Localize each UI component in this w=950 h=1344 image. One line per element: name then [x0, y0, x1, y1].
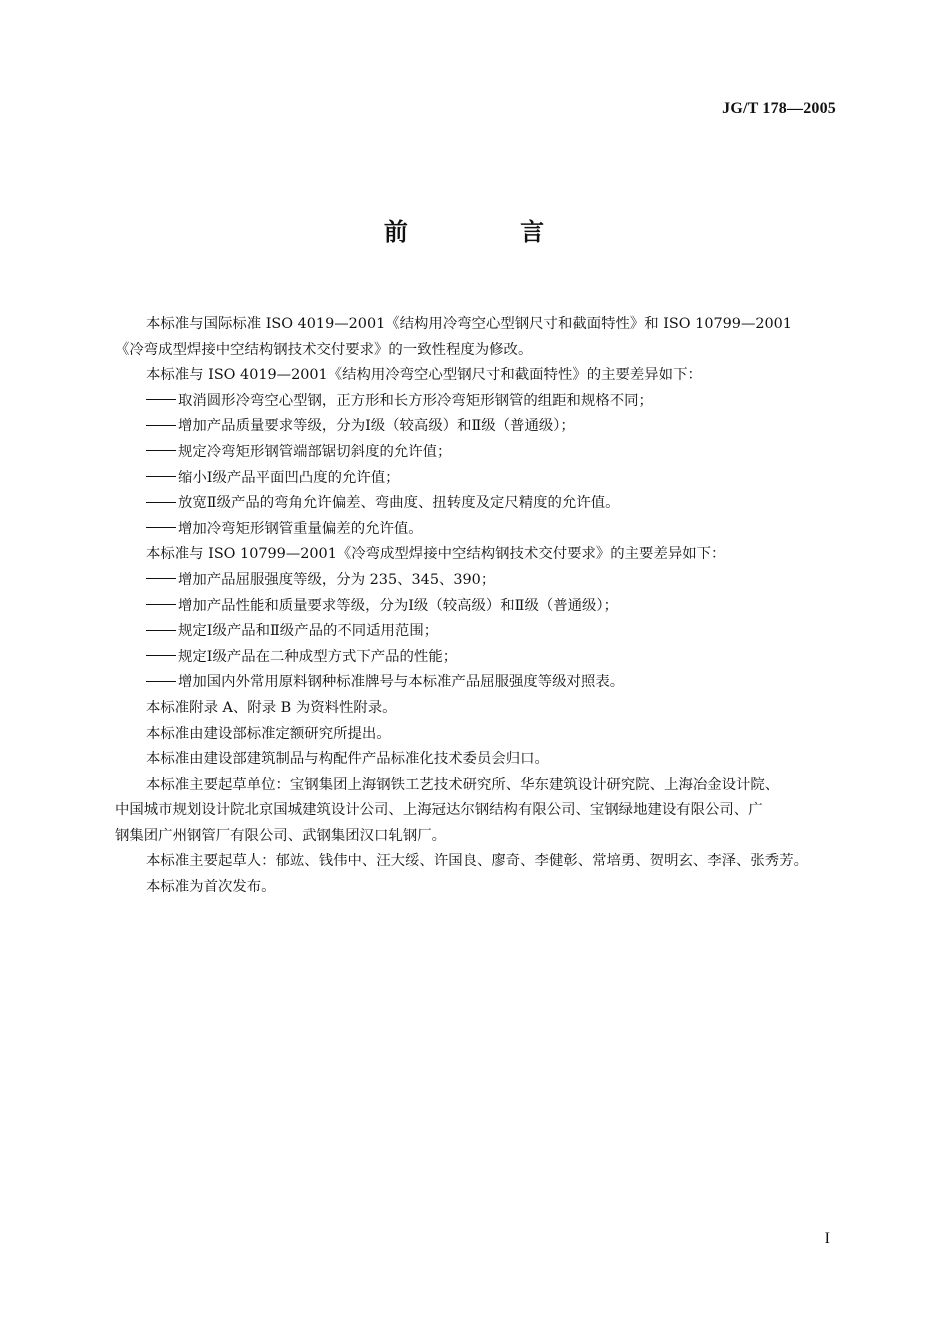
- list-item: 缩小Ⅰ级产品平面凹凸度的允许值；: [115, 466, 855, 492]
- dash-mark: [146, 578, 176, 579]
- list-item: 取消圆形冷弯空心型钢，正方形和长方形冷弯矩形钢管的组距和规格不同；: [115, 389, 855, 415]
- list-item: 增加冷弯矩形钢管重量偏差的允许值。: [115, 517, 855, 543]
- list-item: 规定Ⅰ级产品和Ⅱ级产品的不同适用范围；: [115, 619, 855, 645]
- list-item: 增加产品质量要求等级，分为Ⅰ级（较高级）和Ⅱ级（普通级）；: [115, 414, 855, 440]
- drafting-units-line3: 钢集团广州钢管厂有限公司、武钢集团汉口轧钢厂。: [115, 827, 446, 844]
- standard-number: JG/T 178—2005: [722, 100, 836, 117]
- managed-by-paragraph: 本标准由建设部建筑制品与构配件产品标准化技术委员会归口。: [146, 751, 549, 768]
- dash-mark: [146, 604, 176, 605]
- dash-mark: [146, 399, 176, 400]
- appendix-paragraph: 本标准附录 A、附录 B 为资料性附录。: [146, 699, 397, 716]
- dash-mark: [146, 630, 176, 631]
- dash-mark: [146, 655, 176, 656]
- list-item: 放宽Ⅱ级产品的弯角允许偏差、弯曲度、扭转度及定尺精度的允许值。: [115, 491, 855, 517]
- drafters-paragraph: 本标准主要起草人：郁竑、钱伟中、汪大绥、许国良、廖奇、李健彰、常培勇、贺明玄、李泽、张秀芳。: [146, 853, 808, 870]
- list-item: 规定Ⅰ级产品在二种成型方式下产品的性能；: [115, 645, 855, 671]
- dash-mark: [146, 527, 176, 528]
- list-item: 增加产品性能和质量要求等级，分为Ⅰ级（较高级）和Ⅱ级（普通级）；: [115, 594, 855, 620]
- diff2-heading: 本标准与 ISO 10799—2001《冷弯成型焊接中空结构钢技术交付要求》的主要差异如下：: [146, 546, 726, 563]
- first-release-paragraph: 本标准为首次发布。: [146, 879, 276, 896]
- dash-mark: [146, 450, 176, 451]
- dash-mark: [146, 502, 176, 503]
- diff1-heading: 本标准与 ISO 4019—2001《结构用冷弯空心型钢尺寸和截面特性》的主要差异如下：: [146, 367, 702, 384]
- foreword-body: [115, 312, 855, 901]
- page-title: 前 言: [383, 218, 597, 246]
- list-item: 规定冷弯矩形钢管端部锯切斜度的允许值；: [115, 440, 855, 466]
- drafting-units-line2: 中国城市规划设计院北京国城建筑设计公司、上海冠达尔钢结构有限公司、宝钢绿地建设有限公司、广: [115, 802, 763, 819]
- dash-mark: [146, 476, 176, 477]
- drafting-units-line1: 本标准主要起草单位：宝钢集团上海钢铁工艺技术研究所、华东建筑设计研究院、上海冶金设计院、: [146, 776, 780, 793]
- dash-mark: [146, 681, 176, 682]
- dash-mark: [146, 425, 176, 426]
- list-item: 增加国内外常用原料钢种标准牌号与本标准产品屈服强度等级对照表。: [115, 670, 855, 696]
- intro-paragraph-line2: 《冷弯成型焊接中空结构钢技术交付要求》的一致性程度为修改。: [115, 341, 533, 358]
- page-number: I: [824, 1230, 830, 1247]
- intro-paragraph-line1: 本标准与国际标准 ISO 4019—2001《结构用冷弯空心型钢尺寸和截面特性》和 ISO 10799—2001: [146, 316, 792, 332]
- proposed-by-paragraph: 本标准由建设部标准定额研究所提出。: [146, 725, 391, 742]
- list-item: 增加产品屈服强度等级，分为 235、345、390；: [115, 568, 855, 594]
